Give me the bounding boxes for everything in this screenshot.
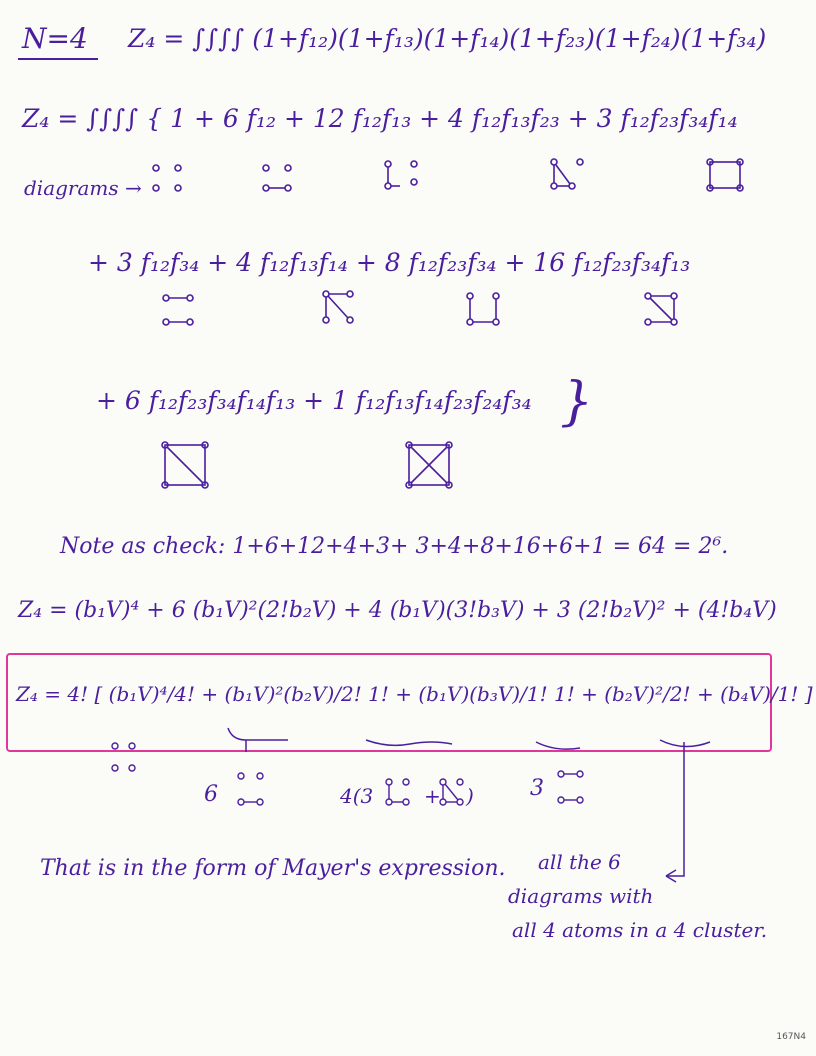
page-stamp: 167N4 xyxy=(776,1032,806,1042)
under-four: 4(3 xyxy=(340,784,374,808)
z4-definition: Z₄ = ∫∫∫∫ (1+f₁₂)(1+f₁₃)(1+f₁₄)(1+f₂₃)(1+f₂₄)(1+f₃₄) xyxy=(128,24,767,53)
all6-line-3: all 4 atoms in a 4 cluster. xyxy=(512,918,768,942)
under-close-paren: ) xyxy=(466,784,474,808)
expansion-line-3: + 6 f₁₂f₂₃f₃₄f₁₄f₁₃ + 1 f₁₂f₁₃f₁₄f₂₃f₂₄f₃₄ xyxy=(96,386,532,415)
all6-line-2: diagrams with xyxy=(508,884,654,908)
boxed-formula: Z₄ = 4! [ (b₁V)⁴/4! + (b₁V)²(b₂V)/2! 1! + (b₁V)(b₃V)/1! 1! + (b₂V)²/2! + (b₄V)/1! ] xyxy=(16,682,813,706)
check-line: Note as check: 1+6+12+4+3+ 3+4+8+16+6+1 = 64 = 2⁶. xyxy=(60,534,729,559)
under-plus: + xyxy=(424,784,441,808)
cluster-line: Z₄ = (b₁V)⁴ + 6 (b₁V)²(2!b₂V) + 4 (b₁V)(3!b₃V) + 3 (2!b₂V)² + (4!b₄V) xyxy=(18,598,777,623)
diagrams-label: diagrams → xyxy=(24,176,142,200)
all6-line-1: all the 6 xyxy=(538,850,621,874)
expansion-line-1: Z₄ = ∫∫∫∫ { 1 + 6 f₁₂ + 12 f₁₂f₁₃ + 4 f₁₂f₁₃f₂₃ + 3 f₁₂f₂₃f₃₄f₁₄ xyxy=(22,104,738,133)
closing-brace: } xyxy=(560,372,594,432)
under-three: 3 xyxy=(530,776,544,801)
expansion-line-2: + 3 f₁₂f₃₄ + 4 f₁₂f₁₃f₁₄ + 8 f₁₂f₂₃f₃₄ + 16 f₁₂f₂₃f₃₄f₁₃ xyxy=(88,248,691,277)
under-six: 6 xyxy=(204,782,218,807)
n-equals-4: N=4 xyxy=(22,22,88,55)
mayer-note: That is in the form of Mayer's expression. xyxy=(40,856,506,881)
